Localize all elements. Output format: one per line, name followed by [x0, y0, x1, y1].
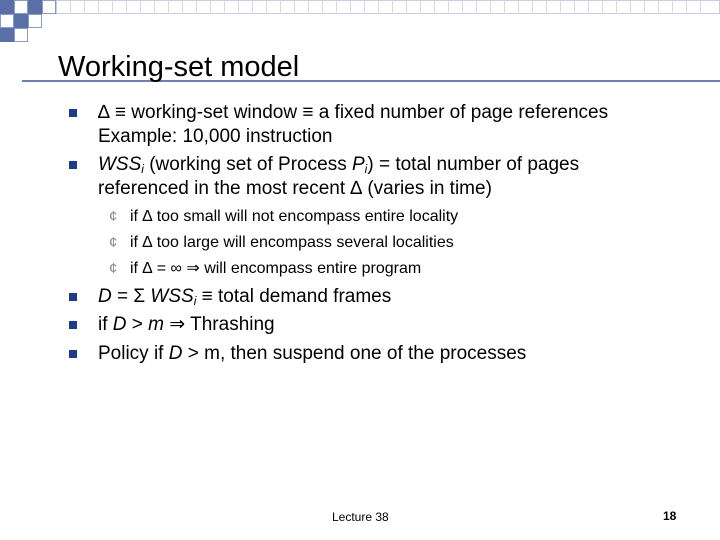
- delta-symbol: ∆: [142, 260, 153, 277]
- footer-lecture-label: Lecture 38: [332, 510, 389, 524]
- bullet-marker: [69, 109, 77, 117]
- sub-bullet-marker: ¢: [109, 234, 118, 251]
- bullet-marker: [69, 350, 77, 358]
- bullet-thrashing: if D > m ⇒ Thrashing: [98, 314, 275, 335]
- bullet-wss-continuation: referenced in the most recent ∆ (varies in time): [98, 178, 492, 199]
- bullet-delta-definition: ∆ ≡ working-set window ≡ a fixed number of page references: [98, 102, 609, 123]
- bullet-wss-definition: $WSS_i$ (working set of Process $P_i$) = total number of pages: [98, 154, 580, 176]
- sigma-symbol: Σ: [133, 286, 146, 307]
- equiv-symbol: ≡: [114, 102, 126, 123]
- bullet-total-demand: D = Σ $WSS_i$ ≡ total demand frames: [98, 286, 392, 308]
- bullet-marker: [69, 161, 77, 169]
- delta-symbol: ∆: [98, 102, 110, 123]
- implies-symbol: ⇒: [186, 260, 200, 277]
- delta-symbol: ∆: [142, 234, 153, 251]
- sub-bullet-marker: ¢: [109, 260, 118, 277]
- equiv-symbol: ≡: [302, 102, 314, 123]
- sub-bullet-delta-small: if ∆ too small will not encompass entire locality: [130, 208, 459, 225]
- bullet-marker: [69, 293, 77, 301]
- equiv-symbol: ≡: [201, 286, 213, 307]
- implies-symbol: ⇒: [169, 314, 186, 335]
- sub-bullet-delta-infinity: if ∆ = ∞ ⇒ will encompass entire program: [130, 260, 422, 277]
- sub-bullet-marker: ¢: [109, 208, 118, 225]
- delta-symbol: ∆: [350, 178, 363, 199]
- page-number: 18: [663, 509, 677, 523]
- sub-bullet-delta-large: if ∆ too large will encompass several localities: [130, 234, 454, 251]
- slide-title: Working-set model: [58, 51, 300, 83]
- bullet-marker: [69, 321, 77, 329]
- infinity-symbol: ∞: [170, 260, 182, 277]
- bullet-policy: Policy if D > m, then suspend one of the processes: [98, 343, 527, 364]
- bullet-example-text: Example: 10,000 instruction: [98, 126, 333, 147]
- delta-symbol: ∆: [142, 208, 153, 225]
